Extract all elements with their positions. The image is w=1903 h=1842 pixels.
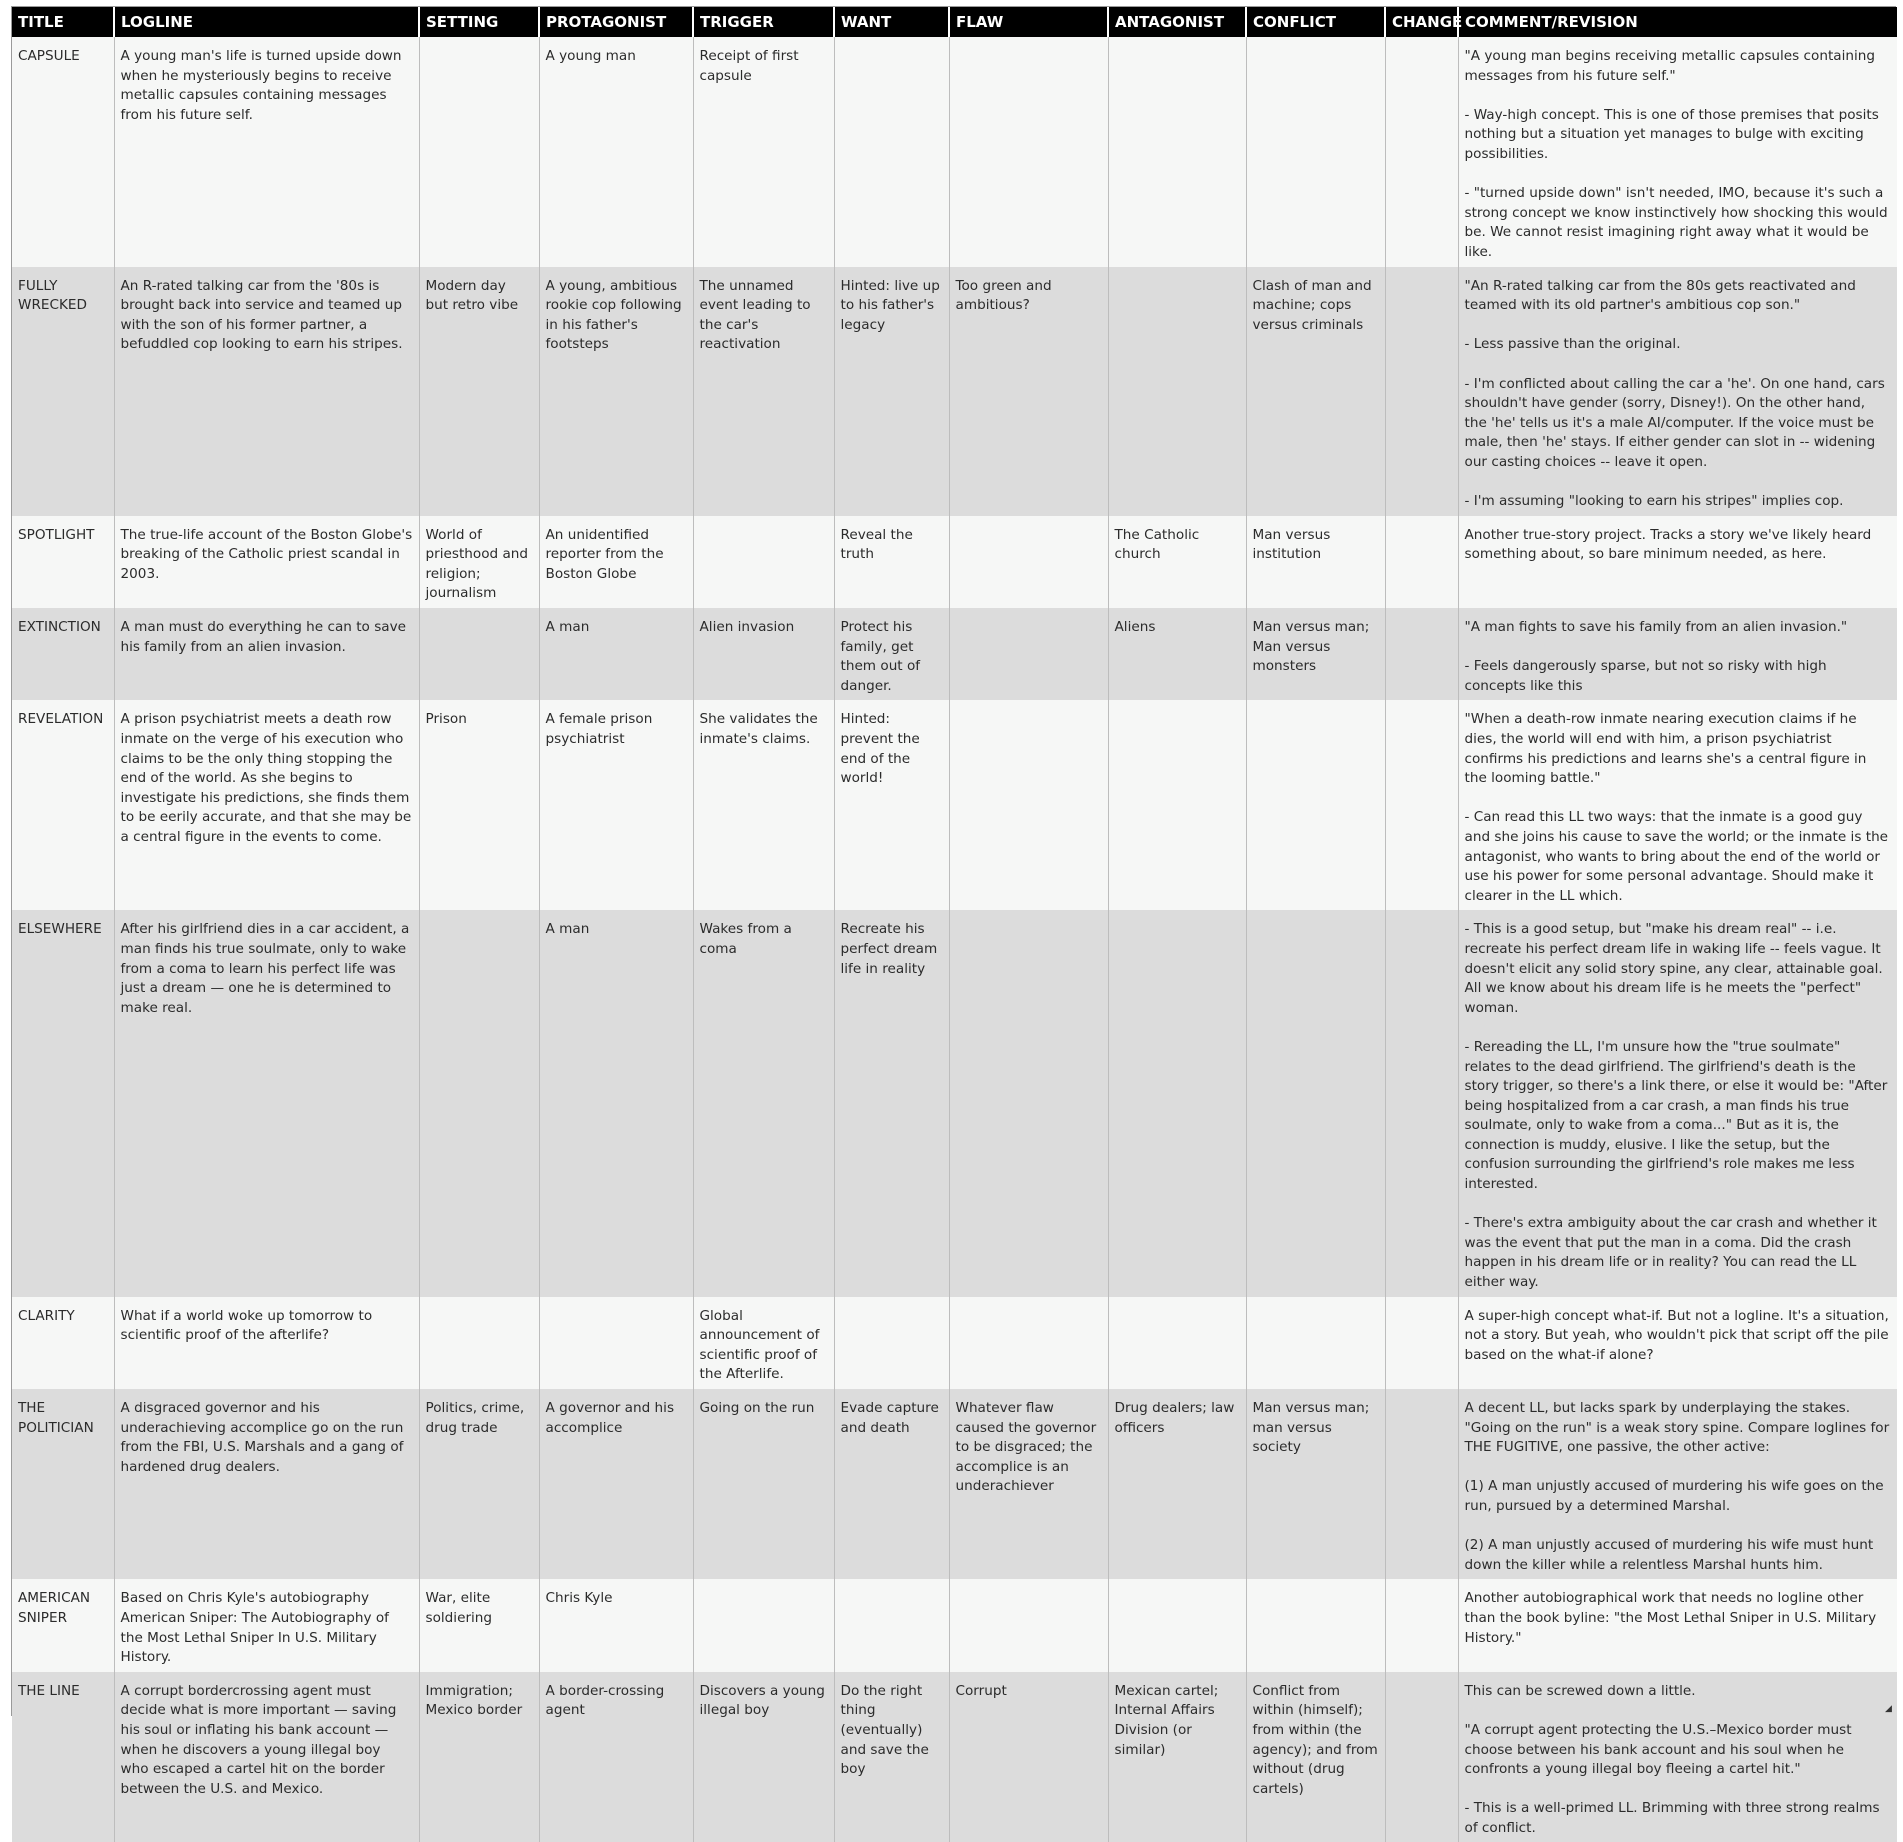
cell-logline[interactable]: A young man's life is turned upside down when he mysteriously begins to receive metallic capsules containing messages from his future self. bbox=[114, 37, 419, 267]
cell-protagonist[interactable]: A governor and his accomplice bbox=[539, 1389, 693, 1579]
header-comment-revision[interactable]: COMMENT/REVISION bbox=[1458, 7, 1897, 37]
cell-trigger[interactable]: She validates the inmate's claims. bbox=[693, 700, 834, 910]
comment-paragraph: "A man fights to save his family from an alien invasion." bbox=[1464, 619, 1848, 636]
comment-paragraph: Another autobiographical work that needs no logline other than the book byline: "the Most Lethal Sniper in U.S. Military History." bbox=[1464, 1590, 1877, 1646]
table-row bbox=[12, 1672, 1897, 1842]
cell-conflict[interactable]: Man versus man; Man versus monsters bbox=[1246, 608, 1385, 700]
header-antagonist[interactable]: ANTAGONIST bbox=[1108, 7, 1246, 37]
table-row bbox=[12, 37, 1897, 267]
cell-change[interactable] bbox=[1385, 700, 1458, 910]
cell-comment-revision[interactable] bbox=[1458, 37, 1897, 267]
cell-title[interactable]: CAPSULE bbox=[12, 37, 114, 267]
cell-setting[interactable]: Immigration; Mexico border bbox=[419, 1672, 539, 1842]
header-want[interactable]: WANT bbox=[834, 7, 949, 37]
cell-setting[interactable] bbox=[419, 608, 539, 700]
cell-logline[interactable]: Based on Chris Kyle's autobiography American Sniper: The Autobiography of the Most Lethal Sniper In U.S. Military History. bbox=[114, 1579, 419, 1671]
table-row bbox=[12, 516, 1897, 608]
cell-setting[interactable]: Modern day but retro vibe bbox=[419, 267, 539, 516]
cell-antagonist[interactable]: Aliens bbox=[1108, 608, 1246, 700]
header-title[interactable]: TITLE bbox=[12, 7, 114, 37]
cell-antagonist[interactable]: Mexican cartel; Internal Affairs Division (or similar) bbox=[1108, 1672, 1246, 1842]
cell-logline[interactable]: A man must do everything he can to save his family from an alien invasion. bbox=[114, 608, 419, 700]
cell-want[interactable]: Recreate his perfect dream life in reality bbox=[834, 910, 949, 1296]
comment-paragraph: - This is a well-primed LL. Brimming with three strong realms of conflict. bbox=[1464, 1800, 1880, 1836]
cell-want[interactable]: Evade capture and death bbox=[834, 1389, 949, 1579]
cell-want[interactable]: Do the right thing (eventually) and save the boy bbox=[834, 1672, 949, 1842]
cell-flaw[interactable] bbox=[949, 1579, 1108, 1671]
table-body bbox=[12, 37, 1897, 1842]
comment-paragraph: - Less passive than the original. bbox=[1464, 336, 1681, 353]
cell-trigger[interactable]: Alien invasion bbox=[693, 608, 834, 700]
header-conflict[interactable]: CONFLICT bbox=[1246, 7, 1385, 37]
cell-change[interactable] bbox=[1385, 267, 1458, 516]
cell-trigger[interactable]: Discovers a young illegal boy bbox=[693, 1672, 834, 1842]
comment-paragraph: "An R-rated talking car from the 80s gets reactivated and teamed with its old partner's ambitious cop son." bbox=[1464, 277, 1856, 314]
cell-setting[interactable]: World of priesthood and religion; journalism bbox=[419, 516, 539, 608]
cell-change[interactable] bbox=[1385, 37, 1458, 267]
cell-flaw[interactable]: Too green and ambitious? bbox=[949, 267, 1108, 516]
cell-protagonist[interactable]: Chris Kyle bbox=[539, 1579, 693, 1671]
comment-paragraph: (1) A man unjustly accused of murdering his wife goes on the run, pursued by a determined Marshal. bbox=[1464, 1478, 1884, 1514]
cell-flaw[interactable] bbox=[949, 516, 1108, 608]
cell-flaw[interactable] bbox=[949, 700, 1108, 910]
cell-conflict[interactable]: Clash of man and machine; cops versus criminals bbox=[1246, 267, 1385, 516]
table-row bbox=[12, 608, 1897, 700]
cell-want[interactable] bbox=[834, 1297, 949, 1389]
cell-comment-revision[interactable] bbox=[1458, 700, 1897, 910]
cell-comment-revision[interactable] bbox=[1458, 267, 1897, 516]
cell-logline[interactable]: A disgraced governor and his underachieving accomplice go on the run from the FBI, U.S. Marshals and a gang of hardened drug dealers. bbox=[114, 1389, 419, 1579]
comment-paragraph: - "turned upside down" isn't needed, IMO, because it's such a strong concept we know instinctively how shocking this would be. We cannot resist imagining right away what it would be like. bbox=[1464, 185, 1888, 260]
table-row bbox=[12, 1579, 1897, 1671]
cell-change[interactable] bbox=[1385, 1579, 1458, 1671]
cell-comment-revision[interactable] bbox=[1458, 1672, 1897, 1842]
cell-antagonist[interactable] bbox=[1108, 37, 1246, 267]
table-row bbox=[12, 267, 1897, 516]
comment-paragraph: "A young man begins receiving metallic capsules containing messages from his future self." bbox=[1464, 48, 1876, 84]
cell-protagonist[interactable]: A young man bbox=[539, 37, 693, 267]
cell-flaw[interactable] bbox=[949, 37, 1108, 267]
cell-trigger[interactable] bbox=[693, 1579, 834, 1671]
cell-change[interactable] bbox=[1385, 1297, 1458, 1389]
cell-antagonist[interactable]: The Catholic church bbox=[1108, 516, 1246, 608]
cell-title[interactable]: EXTINCTION bbox=[12, 608, 114, 700]
cell-change[interactable] bbox=[1385, 910, 1458, 1296]
cell-protagonist[interactable]: A man bbox=[539, 910, 693, 1296]
cell-title[interactable]: CLARITY bbox=[12, 1297, 114, 1389]
cell-conflict[interactable] bbox=[1246, 1297, 1385, 1389]
table-row bbox=[12, 1297, 1897, 1389]
header-logline[interactable]: LOGLINE bbox=[114, 7, 419, 37]
header-row bbox=[12, 7, 1897, 37]
cell-change[interactable] bbox=[1385, 1672, 1458, 1842]
cell-setting[interactable] bbox=[419, 910, 539, 1296]
cell-title[interactable]: THE LINE bbox=[12, 1672, 114, 1842]
cell-protagonist[interactable]: A young, ambitious rookie cop following in his father's footsteps bbox=[539, 267, 693, 516]
cell-want[interactable]: Hinted: prevent the end of the world! bbox=[834, 700, 949, 910]
comment-paragraph: (2) A man unjustly accused of murdering his wife must hunt down the killer while a relentless Marshal hunts him. bbox=[1464, 1537, 1874, 1573]
cell-conflict[interactable]: Man versus institution bbox=[1246, 516, 1385, 608]
header-setting[interactable]: SETTING bbox=[419, 7, 539, 37]
cell-logline[interactable]: After his girlfriend dies in a car accident, a man finds his true soulmate, only to wake from a coma to learn his perfect life was just a dream — one he is determined to make real. bbox=[114, 910, 419, 1296]
comment-paragraph: A decent LL, but lacks spark by underplaying the stakes. "Going on the run" is a weak story spine. Compare loglines for THE FUGITIVE, one passive, the other active: bbox=[1464, 1400, 1890, 1456]
table-row bbox=[12, 910, 1897, 1296]
logline-table bbox=[12, 7, 1897, 1842]
cell-title[interactable]: REVELATION bbox=[12, 700, 114, 910]
comment-paragraph: - Feels dangerously sparse, but not so risky with high concepts like this bbox=[1464, 658, 1827, 694]
cell-title[interactable]: FULLY WRECKED bbox=[12, 267, 114, 516]
cell-conflict[interactable] bbox=[1246, 700, 1385, 910]
cell-protagonist[interactable] bbox=[539, 1297, 693, 1389]
cell-comment-revision[interactable] bbox=[1458, 608, 1897, 700]
cell-change[interactable] bbox=[1385, 516, 1458, 608]
cell-logline[interactable]: The true-life account of the Boston Globe's breaking of the Catholic priest scandal in 2003. bbox=[114, 516, 419, 608]
cell-trigger[interactable]: The unnamed event leading to the car's reactivation bbox=[693, 267, 834, 516]
cell-trigger[interactable]: Global announcement of scientific proof of the Afterlife. bbox=[693, 1297, 834, 1389]
cell-title[interactable]: ELSEWHERE bbox=[12, 910, 114, 1296]
cell-trigger[interactable]: Receipt of first capsule bbox=[693, 37, 834, 267]
cell-title[interactable]: SPOTLIGHT bbox=[12, 516, 114, 608]
cell-comment-revision[interactable] bbox=[1458, 1389, 1897, 1579]
cell-flaw[interactable] bbox=[949, 910, 1108, 1296]
cell-logline[interactable]: A prison psychiatrist meets a death row inmate on the verge of his execution who claims to be the only thing stopping the end of the world. As she begins to investigate his predictions, she finds them to be eerily accurate, and that she may be a central figure in the events to come. bbox=[114, 700, 419, 910]
comment-paragraph: - This is a good setup, but "make his dream real" -- i.e. recreate his perfect dream life in waking life -- feels vague. It doesn't elicit any solid story spine, any clear, attainable goal. All we know about his dream life is he meets the "perfect" woman. bbox=[1464, 921, 1883, 1016]
comment-paragraph: - There's extra ambiguity about the car crash and whether it was the event that put the man in a coma. Did the crash happen in his dream life or in reality? You can read the LL either way. bbox=[1464, 1215, 1877, 1291]
cell-title[interactable]: THE POLITICIAN bbox=[12, 1389, 114, 1579]
cell-change[interactable] bbox=[1385, 1389, 1458, 1579]
cell-comment-revision[interactable] bbox=[1458, 1579, 1897, 1671]
cell-conflict[interactable] bbox=[1246, 37, 1385, 267]
cell-antagonist[interactable]: Drug dealers; law officers bbox=[1108, 1389, 1246, 1579]
logline-table-frame bbox=[11, 6, 1896, 1836]
comment-paragraph: - I'm assuming "looking to earn his stripes" implies cop. bbox=[1464, 493, 1844, 510]
cell-comment-revision[interactable] bbox=[1458, 516, 1897, 608]
cell-want[interactable]: Protect his family, get them out of danger. bbox=[834, 608, 949, 700]
cell-setting[interactable]: Prison bbox=[419, 700, 539, 910]
cell-conflict[interactable]: Man versus man; man versus society bbox=[1246, 1389, 1385, 1579]
cell-logline[interactable]: What if a world woke up tomorrow to scientific proof of the afterlife? bbox=[114, 1297, 419, 1389]
cell-logline[interactable]: An R-rated talking car from the '80s is brought back into service and teamed up with the son of his former partner, a befuddled cop looking to earn his stripes. bbox=[114, 267, 419, 516]
cell-antagonist[interactable] bbox=[1108, 1297, 1246, 1389]
cell-change[interactable] bbox=[1385, 608, 1458, 700]
header-change[interactable]: CHANGE bbox=[1385, 7, 1458, 37]
cell-antagonist[interactable] bbox=[1108, 1579, 1246, 1671]
comment-paragraph: - I'm conflicted about calling the car a 'he'. On one hand, cars shouldn't have gender (sorry, Disney!). On the other hand, the 'he' tells us it's a male AI/computer. If the voice must be male, then 'he' stays. If either gender can slot in -- widening our casting choices -- leave it open. bbox=[1464, 375, 1885, 470]
comment-paragraph: "When a death-row inmate nearing execution claims if he dies, the world will end with him, a prison psychiatrist confirms his predictions and learns she's a central figure in the looming battle." bbox=[1464, 711, 1867, 787]
cell-trigger[interactable] bbox=[693, 516, 834, 608]
comment-paragraph: This can be screwed down a little. bbox=[1464, 1682, 1696, 1699]
cell-flaw[interactable] bbox=[949, 608, 1108, 700]
cell-want[interactable]: Reveal the truth bbox=[834, 516, 949, 608]
cell-comment-revision[interactable] bbox=[1458, 1297, 1897, 1389]
cell-title[interactable]: AMERICAN SNIPER bbox=[12, 1579, 114, 1671]
cell-want[interactable] bbox=[834, 1579, 949, 1671]
cell-protagonist[interactable]: A female prison psychiatrist bbox=[539, 700, 693, 910]
comment-paragraph: - Rereading the LL, I'm unsure how the "true soulmate" relates to the dead girlfriend. The girlfriend's death is the story trigger, so there's a link there, or else it would be: "After being hospitalized from a car crash, a man finds his true soulmate, only to wake from a coma..." But as it is, the connection is muddy, elusive. I like the setup, but the confusion surrounding the girlfriend's role makes me less interested. bbox=[1464, 1038, 1888, 1193]
header-trigger[interactable]: TRIGGER bbox=[693, 7, 834, 37]
resize-grip-icon[interactable]: ◢ bbox=[1885, 1704, 1892, 1714]
table-row bbox=[12, 700, 1897, 910]
cell-protagonist[interactable]: An unidentified reporter from the Boston Globe bbox=[539, 516, 693, 608]
cell-antagonist[interactable] bbox=[1108, 700, 1246, 910]
header-flaw[interactable]: FLAW bbox=[949, 7, 1108, 37]
cell-want[interactable]: Hinted: live up to his father's legacy bbox=[834, 267, 949, 516]
table-row bbox=[12, 1389, 1897, 1579]
cell-trigger[interactable]: Wakes from a coma bbox=[693, 910, 834, 1296]
comment-paragraph: - Way-high concept. This is one of those premises that posits nothing but a situation yet manages to bulge with exciting possibilities. bbox=[1464, 106, 1879, 162]
cell-conflict[interactable]: Conflict from within (himself); from within (the agency); and from without (drug cartels) bbox=[1246, 1672, 1385, 1842]
cell-setting[interactable]: Politics, crime, drug trade bbox=[419, 1389, 539, 1579]
cell-flaw[interactable] bbox=[949, 1297, 1108, 1389]
comment-paragraph: A super-high concept what-if. But not a logline. It's a situation, not a story. But yeah, who wouldn't pick that script off the pile based on the what-if alone? bbox=[1464, 1307, 1889, 1363]
cell-protagonist[interactable]: A man bbox=[539, 608, 693, 700]
comment-paragraph: "A corrupt agent protecting the U.S.–Mexico border must choose between his bank account and his soul when he confronts a young illegal boy fleeing a cartel hit." bbox=[1464, 1721, 1852, 1778]
cell-logline[interactable]: A corrupt bordercrossing agent must decide what is more important — saving his soul or inflating his bank account — when he discovers a young illegal boy who escaped a cartel hit on the border between the U.S. and Mexico. bbox=[114, 1672, 419, 1842]
comment-paragraph: Another true-story project. Tracks a story we've likely heard something about, so bare minimum needed, as here. bbox=[1464, 526, 1872, 563]
cell-setting[interactable] bbox=[419, 37, 539, 267]
cell-flaw[interactable]: Whatever flaw caused the governor to be disgraced; the accomplice is an underachiever bbox=[949, 1389, 1108, 1579]
cell-antagonist[interactable] bbox=[1108, 267, 1246, 516]
cell-setting[interactable] bbox=[419, 1297, 539, 1389]
cell-protagonist[interactable]: A border-crossing agent bbox=[539, 1672, 693, 1842]
header-protagonist[interactable]: PROTAGONIST bbox=[539, 7, 693, 37]
cell-conflict[interactable] bbox=[1246, 1579, 1385, 1671]
cell-trigger[interactable]: Going on the run bbox=[693, 1389, 834, 1579]
comment-paragraph: - Can read this LL two ways: that the inmate is a good guy and she joins his cause to save the world; or the inmate is the antagonist, who wants to bring about the end of the world or use his power for some personal advantage. Should make it clearer in the LL which. bbox=[1464, 809, 1889, 904]
cell-want[interactable] bbox=[834, 37, 949, 267]
cell-setting[interactable]: War, elite soldiering bbox=[419, 1579, 539, 1671]
cell-flaw[interactable]: Corrupt bbox=[949, 1672, 1108, 1842]
cell-conflict[interactable] bbox=[1246, 910, 1385, 1296]
cell-comment-revision[interactable] bbox=[1458, 910, 1897, 1296]
cell-antagonist[interactable] bbox=[1108, 910, 1246, 1296]
